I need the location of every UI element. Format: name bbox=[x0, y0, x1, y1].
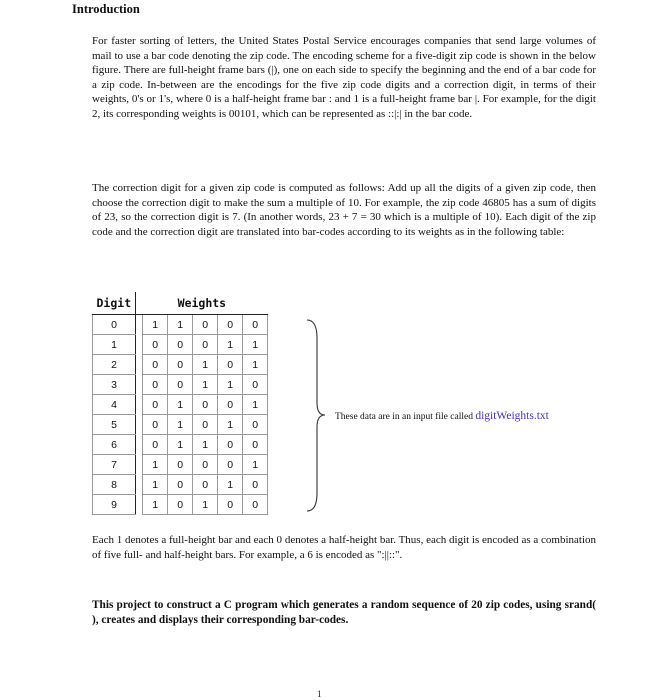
spacer-cell bbox=[136, 395, 143, 415]
weight-cell: 1 bbox=[168, 395, 193, 415]
project-paragraph: This project to construct a C program which generates a random sequence of 20 zip codes, using srand( ), creates and displays their corresponding bar-codes. bbox=[92, 599, 596, 626]
table-row bbox=[93, 335, 268, 355]
note-text: These data are in an input file called bbox=[335, 412, 473, 422]
weight-cell: 0 bbox=[143, 335, 168, 355]
weight-cell: 0 bbox=[143, 415, 168, 435]
weight-cell: 0 bbox=[143, 355, 168, 375]
spacer-cell bbox=[136, 315, 143, 335]
weight-cell: 0 bbox=[218, 315, 243, 335]
weight-cell: 1 bbox=[143, 455, 168, 475]
weight-cell: 0 bbox=[243, 435, 268, 455]
weight-cell: 0 bbox=[243, 315, 268, 335]
digit-cell: 0 bbox=[93, 315, 136, 335]
table-row bbox=[93, 415, 268, 435]
correction-paragraph: The correction digit for a given zip code is computed as follows: Add up all the digits of a given zip code, then choose the correction digit to make the sum a multiple of 10. For example, the zip code 46805 has a sum of digits of 23, so the correction digit is 7. (In another words, 23 + 7 = 30 which is a multiple of 10). Each digit of the zip code and the correction digit are translated into bar-codes according to its weights as in the following table: bbox=[92, 182, 596, 238]
weight-cell: 1 bbox=[143, 495, 168, 515]
weight-cell: 0 bbox=[193, 315, 218, 335]
digit-cell: 5 bbox=[93, 415, 136, 435]
weight-cell: 1 bbox=[168, 415, 193, 435]
weight-cell: 0 bbox=[168, 495, 193, 515]
page-heading: Introduction bbox=[72, 2, 140, 16]
intro-paragraph: For faster sorting of letters, the United States Postal Service encourages companies that send large volumes of mail to use a bar code denoting the zip code. The encoding scheme for a five-digit zip code is shown in the below figure. There are full-height frame bars (|), one on each side to specify the beginning and the end of a bar code for a zip code. In-between are the encodings for the five zip code digits and a correction digit, in terms of their weights, 0's or 1's, where 0 is a half-height frame bar : and 1 is a full-height frame bar |. For example, for the digit 2, its corresponding weights is 00101, which can be represented as ::|:| in the bar code. bbox=[92, 35, 596, 120]
data-file-note bbox=[335, 410, 549, 422]
weight-cell: 0 bbox=[218, 395, 243, 415]
spacer-cell bbox=[136, 375, 143, 395]
weight-cell: 0 bbox=[168, 475, 193, 495]
digit-cell: 3 bbox=[93, 375, 136, 395]
spacer-cell bbox=[136, 455, 143, 475]
weight-cell: 1 bbox=[243, 355, 268, 375]
weight-cell: 1 bbox=[243, 455, 268, 475]
weight-cell: 0 bbox=[193, 395, 218, 415]
encoding-paragraph: Each 1 denotes a full-height bar and each 0 denotes a half-height bar. Thus, each digit is encoded as a combination of five full- and half-height bars. For example, a 6 is encoded as ":||::". bbox=[92, 534, 596, 561]
weight-cell: 0 bbox=[218, 495, 243, 515]
weight-cell: 0 bbox=[143, 395, 168, 415]
weight-cell: 1 bbox=[168, 315, 193, 335]
spacer-cell bbox=[136, 495, 143, 515]
digit-cell: 1 bbox=[93, 335, 136, 355]
weight-cell: 1 bbox=[193, 375, 218, 395]
digit-cell: 8 bbox=[93, 475, 136, 495]
weights-table-container bbox=[92, 292, 268, 515]
weight-cell: 0 bbox=[243, 375, 268, 395]
weight-cell: 0 bbox=[218, 435, 243, 455]
weight-cell: 1 bbox=[243, 395, 268, 415]
table-row bbox=[93, 375, 268, 395]
digit-column-header: Digit bbox=[93, 292, 136, 315]
weight-cell: 1 bbox=[193, 355, 218, 375]
weight-cell: 0 bbox=[168, 455, 193, 475]
weight-cell: 0 bbox=[193, 415, 218, 435]
weight-cell: 0 bbox=[218, 455, 243, 475]
weight-cell: 0 bbox=[143, 435, 168, 455]
digit-cell: 7 bbox=[93, 455, 136, 475]
weight-cell: 1 bbox=[143, 475, 168, 495]
weights-column-header: Weights bbox=[136, 292, 268, 315]
weight-cell: 0 bbox=[243, 475, 268, 495]
weight-cell: 0 bbox=[243, 495, 268, 515]
table-row bbox=[93, 355, 268, 375]
table-row bbox=[93, 475, 268, 495]
weight-cell: 1 bbox=[218, 375, 243, 395]
spacer-cell bbox=[136, 415, 143, 435]
weight-cell: 1 bbox=[218, 475, 243, 495]
weight-cell: 0 bbox=[193, 475, 218, 495]
weight-cell: 0 bbox=[218, 355, 243, 375]
table-row bbox=[93, 455, 268, 475]
weight-cell: 0 bbox=[193, 335, 218, 355]
weight-cell: 1 bbox=[193, 435, 218, 455]
weight-cell: 1 bbox=[243, 335, 268, 355]
spacer-cell bbox=[136, 335, 143, 355]
table-row bbox=[93, 495, 268, 515]
right-brace bbox=[305, 318, 327, 513]
table-row bbox=[93, 435, 268, 455]
digit-cell: 9 bbox=[93, 495, 136, 515]
weight-cell: 1 bbox=[143, 315, 168, 335]
weight-cell: 1 bbox=[168, 435, 193, 455]
weights-table bbox=[92, 292, 268, 515]
weight-cell: 0 bbox=[168, 375, 193, 395]
spacer-cell bbox=[136, 475, 143, 495]
digit-cell: 6 bbox=[93, 435, 136, 455]
weight-cell: 0 bbox=[168, 335, 193, 355]
weight-cell: 1 bbox=[218, 335, 243, 355]
weight-cell: 1 bbox=[218, 415, 243, 435]
filename: digitWeights.txt bbox=[475, 410, 549, 422]
weight-cell: 0 bbox=[168, 355, 193, 375]
spacer-cell bbox=[136, 435, 143, 455]
table-row bbox=[93, 395, 268, 415]
digit-cell: 4 bbox=[93, 395, 136, 415]
weight-cell: 1 bbox=[193, 495, 218, 515]
page-number: 1 bbox=[317, 689, 322, 699]
weight-cell: 0 bbox=[143, 375, 168, 395]
weight-cell: 0 bbox=[243, 415, 268, 435]
digit-cell: 2 bbox=[93, 355, 136, 375]
weight-cell: 0 bbox=[193, 455, 218, 475]
table-row bbox=[93, 315, 268, 335]
spacer-cell bbox=[136, 355, 143, 375]
